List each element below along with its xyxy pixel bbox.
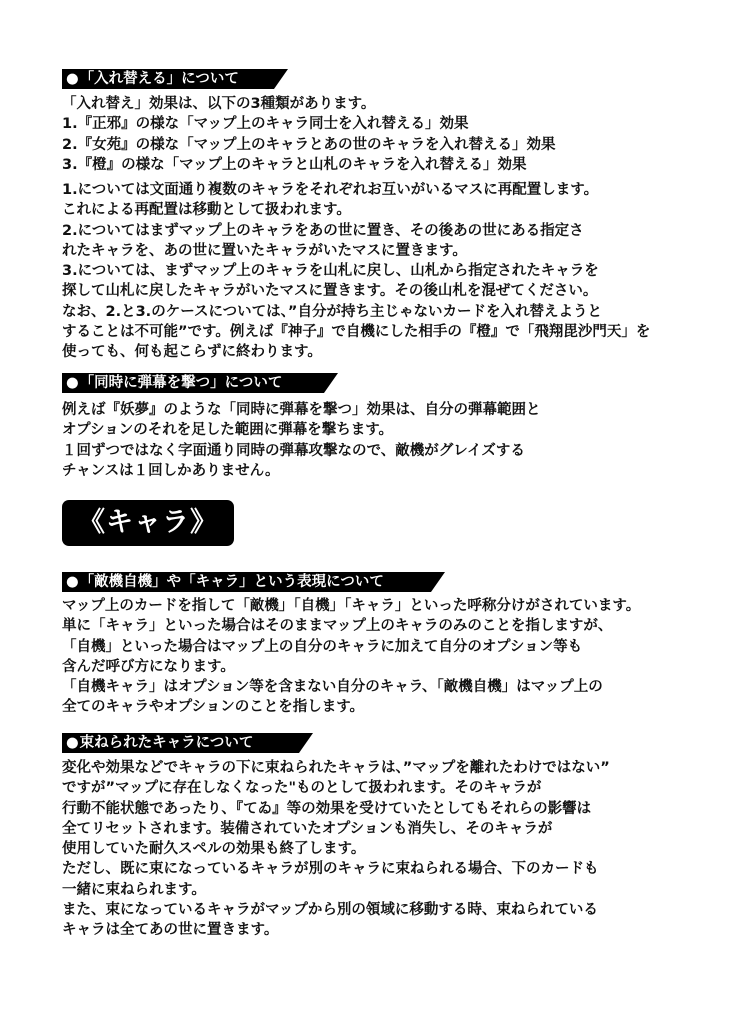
section-heading-enemy-self-expressions: ●「敵機自機」や「キャラ」という表現について (62, 572, 431, 592)
text-line: 変化や効果などでキャラの下に束ねられたキャラは、”マップを離れたわけではない” (62, 760, 610, 776)
text-line: 3.については、まずマップ上のキャラを山札に戻し、山札から指定されたキャラを (62, 263, 599, 280)
bullet-icon: ● (66, 71, 79, 87)
text-line: することは不可能”です。例えば『神子』で自機にした相手の『橙』で「飛翔毘沙門天」を (62, 324, 651, 341)
text-line: 例えば『妖夢』のような「同時に弾幕を撃つ」効果は、自分の弾幕範囲と (62, 402, 541, 418)
text-line: 「入れ替え」効果は、以下の3種類があります。 (62, 96, 376, 112)
text-line: これによる再配置は移動として扱われます。 (62, 202, 351, 219)
text-line: 一緒に束ねられます。 (62, 881, 206, 898)
text-line: 使用していた耐久スペルの効果も終了します。 (62, 841, 366, 858)
text-line: 全てリセットされます。装備されていたオプションも消失し、そのキャラが (62, 820, 553, 837)
faint-page-header (270, 6, 570, 30)
bullet-icon: ● (66, 375, 79, 391)
chapter-title: 《キャラ》 (62, 500, 234, 546)
text-line: マップ上のカードを指して「敵機」「自機」「キャラ」といった呼称分けがされています。 (62, 598, 641, 614)
text-line: キャラは全てあの世に置きます。 (62, 922, 279, 939)
text-line: オプションのそれを足した範囲に弾幕を撃ちます。 (62, 422, 394, 439)
text-line: れたキャラを、あの世に置いたキャラがいたマスに置きます。 (62, 242, 467, 259)
section-body-swap-details (62, 180, 702, 363)
bullet-icon: ● (66, 735, 79, 751)
text-line: 全てのキャラやオプションのことを指します。 (62, 699, 365, 716)
text-line: 「自機キャラ」はオプション等を含まない自分のキャラ、「敵機自機」はマップ上の (62, 679, 603, 696)
section-heading-swap: ●「入れ替える」について (62, 69, 274, 89)
text-line: 2.『女苑』の様な「マップ上のキャラとあの世のキャラを入れ替える」効果 (62, 136, 556, 153)
text-line: 使っても、何も起こらずに終わります。 (62, 344, 322, 361)
text-line: 含んだ呼び方になります。 (62, 658, 235, 675)
text-line: なお、2.と3.のケースについては、”自分が持ち主じゃないカードを入れ替えようと (62, 303, 602, 320)
section-heading-simultaneous-danmaku: ●「同時に弾幕を撃つ」について (62, 373, 324, 393)
text-line: 1.については文面通り複数のキャラをそれぞれお互いがいるマスに再配置します。 (62, 182, 599, 198)
text-line: 3.『橙』の様な「マップ上のキャラと山札のキャラを入れ替える」効果 (62, 156, 527, 173)
section-body-bundled-characters (62, 758, 702, 941)
section-heading-bundled-characters: ●束ねられたキャラについて (62, 733, 299, 753)
section-body-simultaneous-danmaku (62, 400, 702, 481)
bullet-icon: ● (66, 574, 79, 590)
text-line: 1.『正邪』の様な「マップ上のキャラ同士を入れ替える」効果 (62, 116, 469, 133)
text-line: ですが”マップに存在しなくなった"ものとして扱われます。そのキャラが (62, 780, 542, 797)
text-line: ただし、既に束になっているキャラが別のキャラに束ねられる場合、下のカードも (62, 861, 599, 878)
text-line: 行動不能状態であったり、『てゐ』等の効果を受けていたとしてもそれらの影響は (62, 800, 592, 817)
text-line: 2.についてはまずマップ上のキャラをあの世に置き、その後あの世にある指定さ (62, 222, 584, 239)
text-line: １回ずつではなく字面通り同時の弾幕攻撃なので、敵機がグレイズする (62, 442, 525, 459)
text-line: チャンスは１回しかありません。 (62, 462, 280, 479)
text-line: また、束になっているキャラがマップから別の領域に移動する時、束ねられている (62, 902, 598, 919)
text-line: 探して山札に戻したキャラがいたマスに置きます。その後山札を混ぜてください。 (62, 283, 598, 300)
section-body-swap (62, 94, 702, 175)
text-line: 単に「キャラ」といった場合はそのままマップ上のキャラのみのことを指しますが、 (62, 618, 613, 635)
section-body-enemy-self-expressions (62, 596, 702, 718)
text-line: 「自機」といった場合はマップ上の自分のキャラに加えて自分のオプション等も (62, 638, 583, 655)
